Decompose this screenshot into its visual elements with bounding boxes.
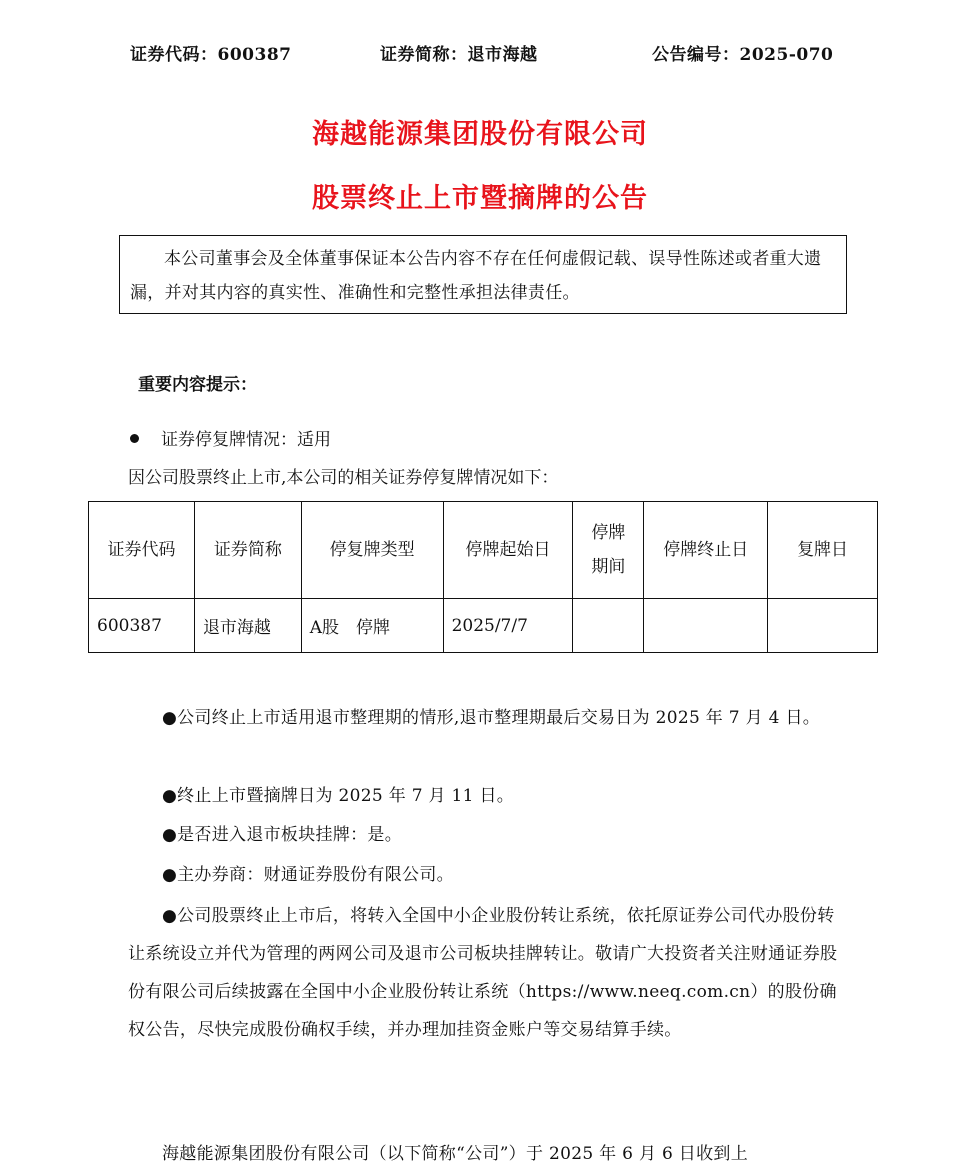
header-suspension-type: 停复牌类型 — [301, 502, 443, 599]
paragraph-delisting-board — [128, 816, 840, 854]
cell-suspension-end — [644, 599, 768, 653]
company-title: 海越能源集团股份有限公司 — [312, 119, 648, 150]
header-resumption-date: 复牌日 — [768, 502, 878, 599]
paragraph-broker — [128, 856, 840, 894]
suspension-status-line — [130, 425, 331, 450]
paragraph-text: ●是否进入退市板块挂牌：是。 — [162, 825, 403, 845]
paragraph-transfer-system — [128, 897, 840, 1049]
header-suspension-start: 停牌起始日 — [443, 502, 573, 599]
cell-suspension-start: 2025/7/7 — [443, 599, 573, 653]
header-security-abbr: 证券简称 — [194, 502, 301, 599]
header-security-code: 证券代码 — [89, 502, 195, 599]
header-period-line1: 停牌 — [591, 523, 626, 543]
header-suspension-period — [573, 502, 644, 599]
paragraph-text: ●公司股票终止上市后，将转入全国中小企业股份转让系统，依托原证券公司代办股份转让系统设立并代为管理的两网公司及退市公司板块挂牌转让。敬请广大投资者关注财通证券股份有限公司后续披露在全国中小企业股份转让系统（https://www.neeq.com.cn）的股份确权公告，尽快完成股份确权手续，并办理加挂资金账户等交易结算手续。 — [128, 906, 838, 1040]
cell-suspension-period — [573, 599, 644, 653]
cell-resumption-date — [768, 599, 878, 653]
board-guarantee-box — [119, 235, 847, 314]
key-content-heading: 重要内容提示： — [138, 375, 257, 395]
paragraph-text: ●公司终止上市适用退市整理期的情形,退市整理期最后交易日为 2025 年 7 月 4 日。 — [162, 708, 821, 728]
paragraph-text: ●终止上市暨摘牌日为 2025 年 7 月 11 日。 — [162, 786, 515, 806]
board-guarantee-text: 本公司董事会及全体董事保证本公告内容不存在任何虚假记载、误导性陈述或者重大遗漏，并对其内容的真实性、准确性和完整性承担法律责任。 — [130, 249, 822, 303]
announcement-title: 股票终止上市暨摘牌的公告 — [312, 183, 648, 214]
paragraph-body-start — [128, 1135, 840, 1173]
suspension-status-text: 证券停复牌情况：适用 — [161, 430, 331, 450]
suspension-table — [88, 501, 878, 653]
security-code: 证券代码：600387 — [130, 45, 292, 65]
header-period-line2: 期间 — [591, 557, 626, 577]
cell-suspension-type: A股 停牌 — [301, 599, 443, 653]
bullet-icon — [130, 434, 139, 443]
header-suspension-end: 停牌终止日 — [644, 502, 768, 599]
cell-security-abbr: 退市海越 — [194, 599, 301, 653]
table-row — [89, 599, 878, 653]
security-abbreviation: 证券简称：退市海越 — [380, 45, 538, 65]
table-header-row — [89, 502, 878, 599]
paragraph-text: ●主办券商：财通证券股份有限公司。 — [162, 865, 454, 885]
announcement-number: 公告编号：2025-070 — [652, 45, 834, 65]
paragraph-text: 海越能源集团股份有限公司（以下简称“公司”）于 2025 年 6 月 6 日收到上 — [162, 1144, 748, 1164]
cell-security-code: 600387 — [89, 599, 195, 653]
paragraph-delisting-period — [128, 699, 840, 737]
paragraph-delisting-date — [128, 777, 840, 815]
table-intro: 因公司股票终止上市,本公司的相关证券停复牌情况如下： — [128, 468, 559, 488]
